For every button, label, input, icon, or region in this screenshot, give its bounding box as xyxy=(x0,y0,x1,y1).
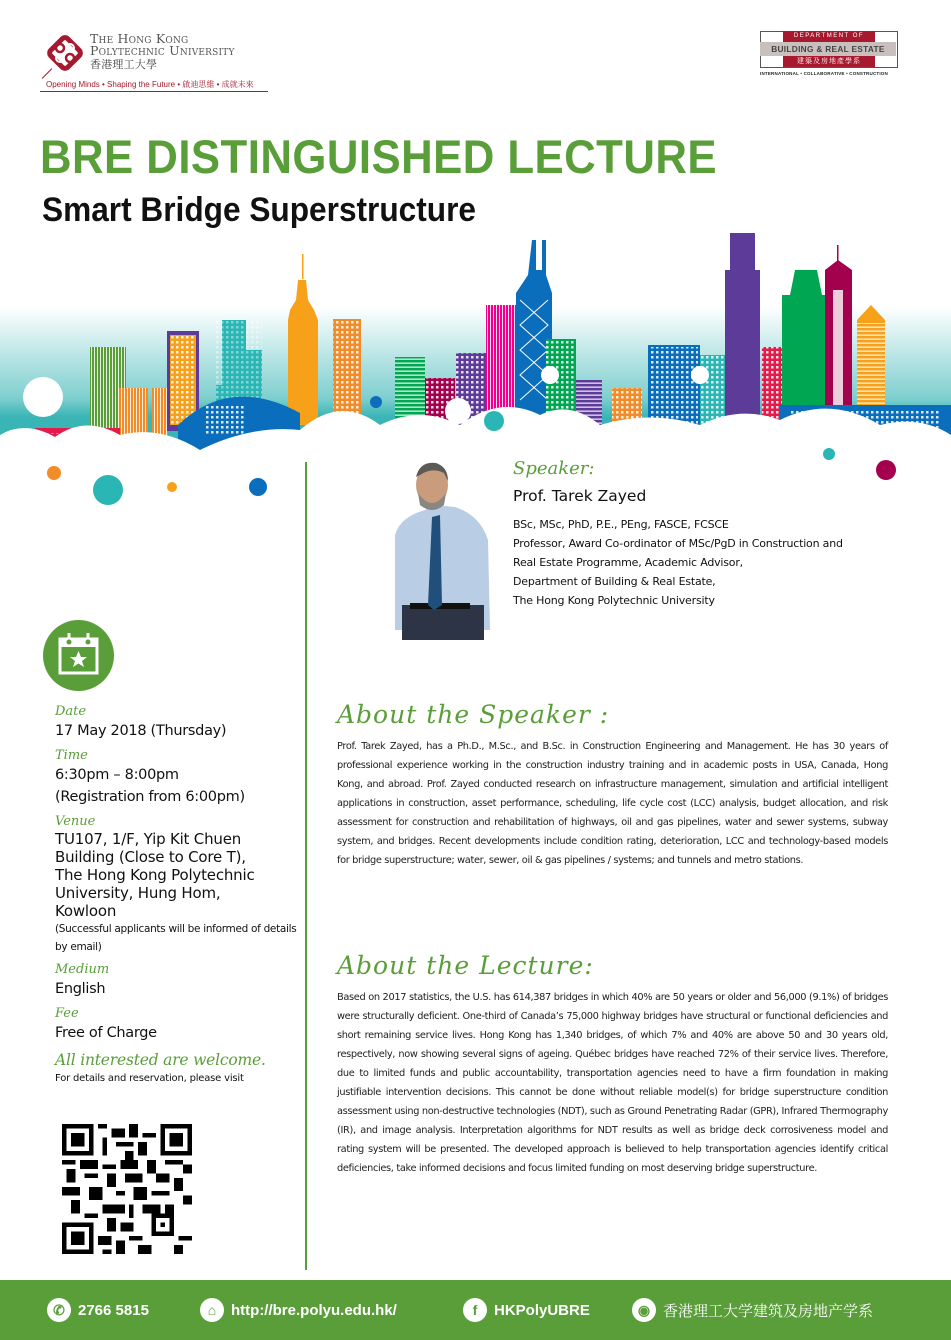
footer-facebook-link[interactable] xyxy=(463,1298,590,1322)
venue-line: Kowloon xyxy=(55,902,117,920)
speaker-details xyxy=(513,515,843,610)
time-value: 6:30pm – 8:00pm xyxy=(55,767,179,783)
event-details xyxy=(55,704,300,1086)
website-url: http://bre.polyu.edu.hk/ xyxy=(231,1301,397,1319)
speaker-title-line: Department of Building & Real Estate, xyxy=(513,575,716,588)
time-block xyxy=(55,748,300,808)
reservation-instruction: For details and reservation, please visit xyxy=(55,1073,244,1084)
contact-footer xyxy=(0,1280,951,1340)
venue-line: TU107, 1/F, Yip Kit Chuen xyxy=(55,830,242,848)
department-logo-cn: 建築及房地產學系 xyxy=(783,56,875,67)
fee-label: Fee xyxy=(55,1006,79,1021)
date-label: Date xyxy=(55,704,87,719)
venue-line: The Hong Kong Polytechnic xyxy=(55,866,255,884)
phone-icon: ✆ xyxy=(47,1298,71,1322)
fee-value: Free of Charge xyxy=(55,1025,157,1041)
speaker-photo xyxy=(380,455,500,640)
calendar-star-icon xyxy=(43,620,114,691)
venue-note: (Successful applicants will be informed of details by email) xyxy=(55,923,297,953)
date-block xyxy=(55,704,300,742)
slogan-underline xyxy=(40,91,268,92)
welcome-message: All interested are welcome. xyxy=(55,1051,266,1069)
venue-line: University, Hung Hom, xyxy=(55,884,221,902)
phone-number: 2766 5815 xyxy=(78,1301,149,1319)
speaker-title-line: The Hong Kong Polytechnic University xyxy=(513,594,715,607)
weibo-icon: ◉ xyxy=(632,1298,656,1322)
footer-phone[interactable] xyxy=(47,1298,149,1322)
speaker-title-line: Professor, Award Co-ordinator of MSc/PgD in Construction and xyxy=(513,537,843,550)
date-value: 17 May 2018 (Thursday) xyxy=(55,723,227,739)
registration-qr-code[interactable] xyxy=(62,1124,192,1254)
department-logo-name: BUILDING & REAL ESTATE xyxy=(760,42,896,56)
footer-website-link[interactable] xyxy=(200,1298,397,1322)
lecture-series-title: BRE DISTINGUISHED LECTURE xyxy=(40,130,718,183)
speaker-heading: Speaker: xyxy=(513,458,595,479)
fee-block xyxy=(55,1006,300,1044)
medium-value: English xyxy=(55,981,106,997)
time-note: (Registration from 6:00pm) xyxy=(55,789,245,805)
speaker-name: Prof. Tarek Zayed xyxy=(513,487,647,505)
department-logo-top: DEPARTMENT OF xyxy=(783,31,875,42)
department-logo xyxy=(760,31,898,79)
venue-label: Venue xyxy=(55,814,96,829)
polyu-logo xyxy=(40,28,280,94)
about-speaker-text: Prof. Tarek Zayed, has a Ph.D., M.Sc., and B.Sc. in Construction Engineering and Management. He has 30 years of professional experience working in the construction industry training and in academic posts in USA, Canada, Hong Kong, and abroad. Prof. Zayed conducted research on infrastructure management, simulation and artificial intelligent applications in construction, asset performance, scheduling, life cycle cost (LCC) analysis, budget allocation, and risk assessment for construction and rehabilitation of highways, oil and gas pipelines, water and sewer systems, subway system, and bridges. Recent developments include condition rating, deterioration, LCC and technology-based models for bridge superstructure; water, sewer, oil & gas pipelines / systems; and tunnels and metro stations. xyxy=(337,741,888,866)
medium-label: Medium xyxy=(55,962,110,977)
university-slogan: Opening Minds • Shaping the Future • 啟迪思維 • 成就未來 xyxy=(46,80,254,89)
weibo-account: 香港理工大学建筑及房地产学系 xyxy=(663,1301,874,1320)
facebook-icon: f xyxy=(463,1298,487,1322)
speaker-credentials: BSc, MSc, PhD, P.E., PEng, FASCE, FCSCE xyxy=(513,518,729,531)
footer-weibo-link[interactable] xyxy=(632,1298,873,1322)
venue-block xyxy=(55,814,300,956)
department-tagline: INTERNATIONAL • COLLABORATIVE • CONSTRUCTION xyxy=(760,71,888,76)
time-label: Time xyxy=(55,748,88,763)
lecture-title: Smart Bridge Superstructure xyxy=(42,191,477,229)
venue-line: Building (Close to Core T), xyxy=(55,848,246,866)
speaker-title-line: Real Estate Programme, Academic Advisor, xyxy=(513,556,743,569)
medium-block xyxy=(55,962,300,1000)
about-speaker-heading: About the Speaker : xyxy=(337,700,610,729)
facebook-handle: HKPolyUBRE xyxy=(494,1301,590,1319)
about-lecture-text: Based on 2017 statistics, the U.S. has 614,387 bridges in which 40% are 50 years or older and 56,000 (9.1%) of bridges were structurally deficient. One-third of Canada’s 75,000 highway bridges have structural or functional deficiencies and short remaining service lives. Hong Kong has 1,340 bridges, of which 7% and 40% are above 50 and 30 years old, respectively, now showing several signs of ageing. Québec bridges have reached 72% of their service lives. Therefore, due to limited funds and public accountability, transportation agencies need to have a firm foundation in making justifiable intervention decisions. This cannot be done without reliable model(s) for bridge superstructure condition assessment using non-destructive technologies (NDT), such as Ground Penetrating Radar (GPR), Infrared Thermography (IR), and image analysis. Interpretation algorithms for NDT results as well as bridge deck corrosiveness model and rating system will be presented. The developed approach is believed to help transportation agencies identify critical deficiencies, take informed decisions and focus limited funding on most deserving bridge superstructure. xyxy=(337,992,888,1174)
university-name: The Hong Kong Polytechnic University 香港理工大學 xyxy=(90,31,235,71)
about-lecture-heading: About the Lecture: xyxy=(337,951,594,980)
column-divider xyxy=(305,462,307,1270)
home-icon: ⌂ xyxy=(200,1298,224,1322)
